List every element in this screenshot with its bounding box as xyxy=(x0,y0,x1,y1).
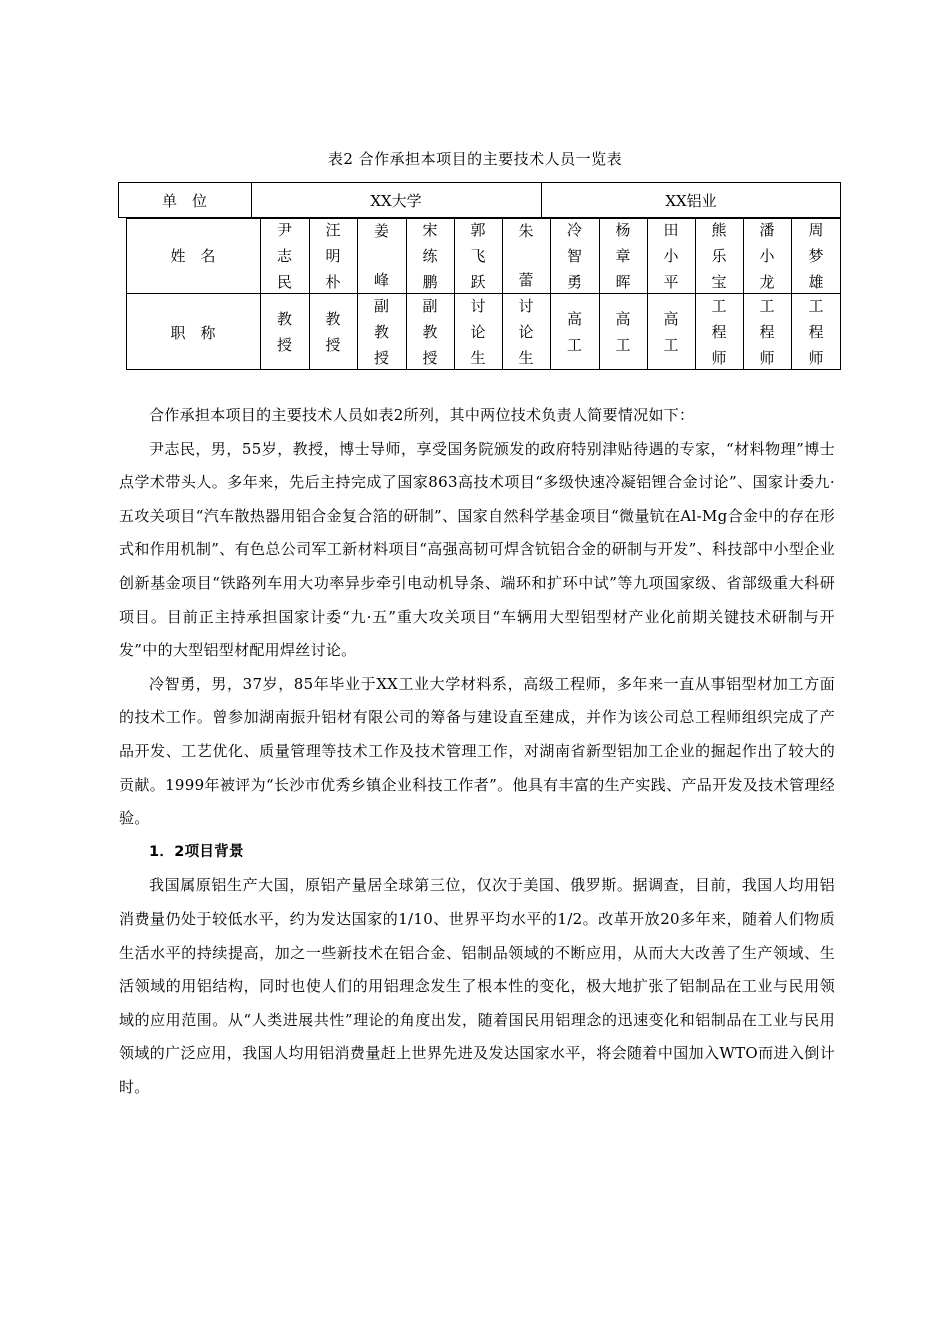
person-title: 副 教 授 xyxy=(422,297,438,367)
body-text xyxy=(119,399,835,1104)
person-name: 冷 智 勇 xyxy=(566,220,582,291)
person-title: 高 工 xyxy=(663,310,679,354)
person-title: 副 教 授 xyxy=(373,297,389,367)
person-name: 熊 乐 宝 xyxy=(711,220,727,291)
unit-label: 单 位 xyxy=(161,191,207,210)
person-title: 教 授 xyxy=(325,310,341,354)
paragraph: 我国属原铝生产大国，原铝产量居全球第三位，仅次于美国、俄罗斯。据调查，目前，我国人均用铝消费量仍处于较低水平，约为发达国家的1/10、世界平均水平的1/2。改革开放20多年来，随着人们物质生活水平的持续提高，加之一些新技术在铝合金、铝制品领域的不断应用，从而大大改善了生产领域、生活领域的用铝结构，同时也使人们的用铝理念发生了根本性的变化，极大地扩张了铝制品在工业与民用领域的应用范围。从“人类进展共性”理论的角度出发，随着国民用铝理念的迅速变化和铝制品在工业与民用领域的广泛应用，我国人均用铝消费量赶上世界先进及发达国家水平，将会随着中国加入WTO而进入倒计时。 xyxy=(119,876,835,1096)
unit-b: XX铝业 xyxy=(665,191,717,210)
person-name: 姜 峰 xyxy=(373,222,389,289)
person-title: 教 授 xyxy=(276,310,292,354)
person-title: 讨 论 生 xyxy=(470,297,486,367)
person-title: 工 程 师 xyxy=(759,297,775,367)
person-name: 朱 蕾 xyxy=(518,222,534,289)
person-name: 田 小 平 xyxy=(663,220,679,291)
person-name: 汪 明 朴 xyxy=(325,220,341,291)
paragraph: 合作承担本项目的主要技术人员如表2所列，其中两位技术负责人简要情况如下： xyxy=(149,406,695,424)
table-caption: 表2 合作承担本项目的主要技术人员一览表 xyxy=(327,150,623,168)
person-title: 讨 论 生 xyxy=(518,297,534,367)
person-name: 郭 飞 跃 xyxy=(470,220,486,291)
person-name: 宋 练 鹏 xyxy=(422,220,438,291)
unit-a: XX大学 xyxy=(370,191,422,210)
person-name: 周 梦 雄 xyxy=(808,220,824,291)
person-title: 高 工 xyxy=(615,310,631,354)
person-name: 尹 志 民 xyxy=(276,220,292,291)
person-title: 工 程 师 xyxy=(808,297,824,367)
person-name: 杨 章 晖 xyxy=(615,220,631,291)
title-label: 职 称 xyxy=(170,323,216,342)
person-name: 潘 小 龙 xyxy=(759,220,775,291)
name-label: 姓 名 xyxy=(170,247,216,265)
section-heading: 1．2项目背景 xyxy=(149,843,244,860)
paragraph: 尹志民，男，55岁，教授，博士导师，享受国务院颁发的政府特别津贴待遇的专家，“材料物理”博士点学术带头人。多年来，先后主持完成了国家863高技术项目“多级快速冷凝铝锂合金讨论”、国家计委九·五攻关项目“汽车散热器用铝合金复合箔的研制”、国家自然科学基金项目“微量钪在Al-Mg合金中的存在形式和作用机制”、有色总公司军工新材料项目“高强高韧可焊含钪铝合金的研制与开发”、科技部中小型企业创新基金项目“铁路列车用大功率异步牵引电动机导条、端环和扩环中试”等九项国家级、省部级重大科研项目。目前正主持承担国家计委“九·五”重大攻关项目“车辆用大型铝型材产业化前期关键技术研制与开发”中的大型铝型材配用焊丝讨论。 xyxy=(119,439,835,660)
paragraph: 冷智勇，男，37岁，85年毕业于XX工业大学材料系，高级工程师，多年来一直从事铝型材加工方面的技术工作。曾参加湖南振升铝材有限公司的筹备与建设直至建成，并作为该公司总工程师组织完成了产品开发、工艺优化、质量管理等技术工作及技术管理工作，对湖南省新型铝加工企业的掘起作出了较大的贡献。1999年被评为“长沙市优秀乡镇企业科技工作者”。他具有丰富的生产实践、产品开发及技术管理经验。 xyxy=(119,674,835,828)
person-title: 高 工 xyxy=(566,310,582,354)
person-title: 工 程 师 xyxy=(711,297,727,367)
